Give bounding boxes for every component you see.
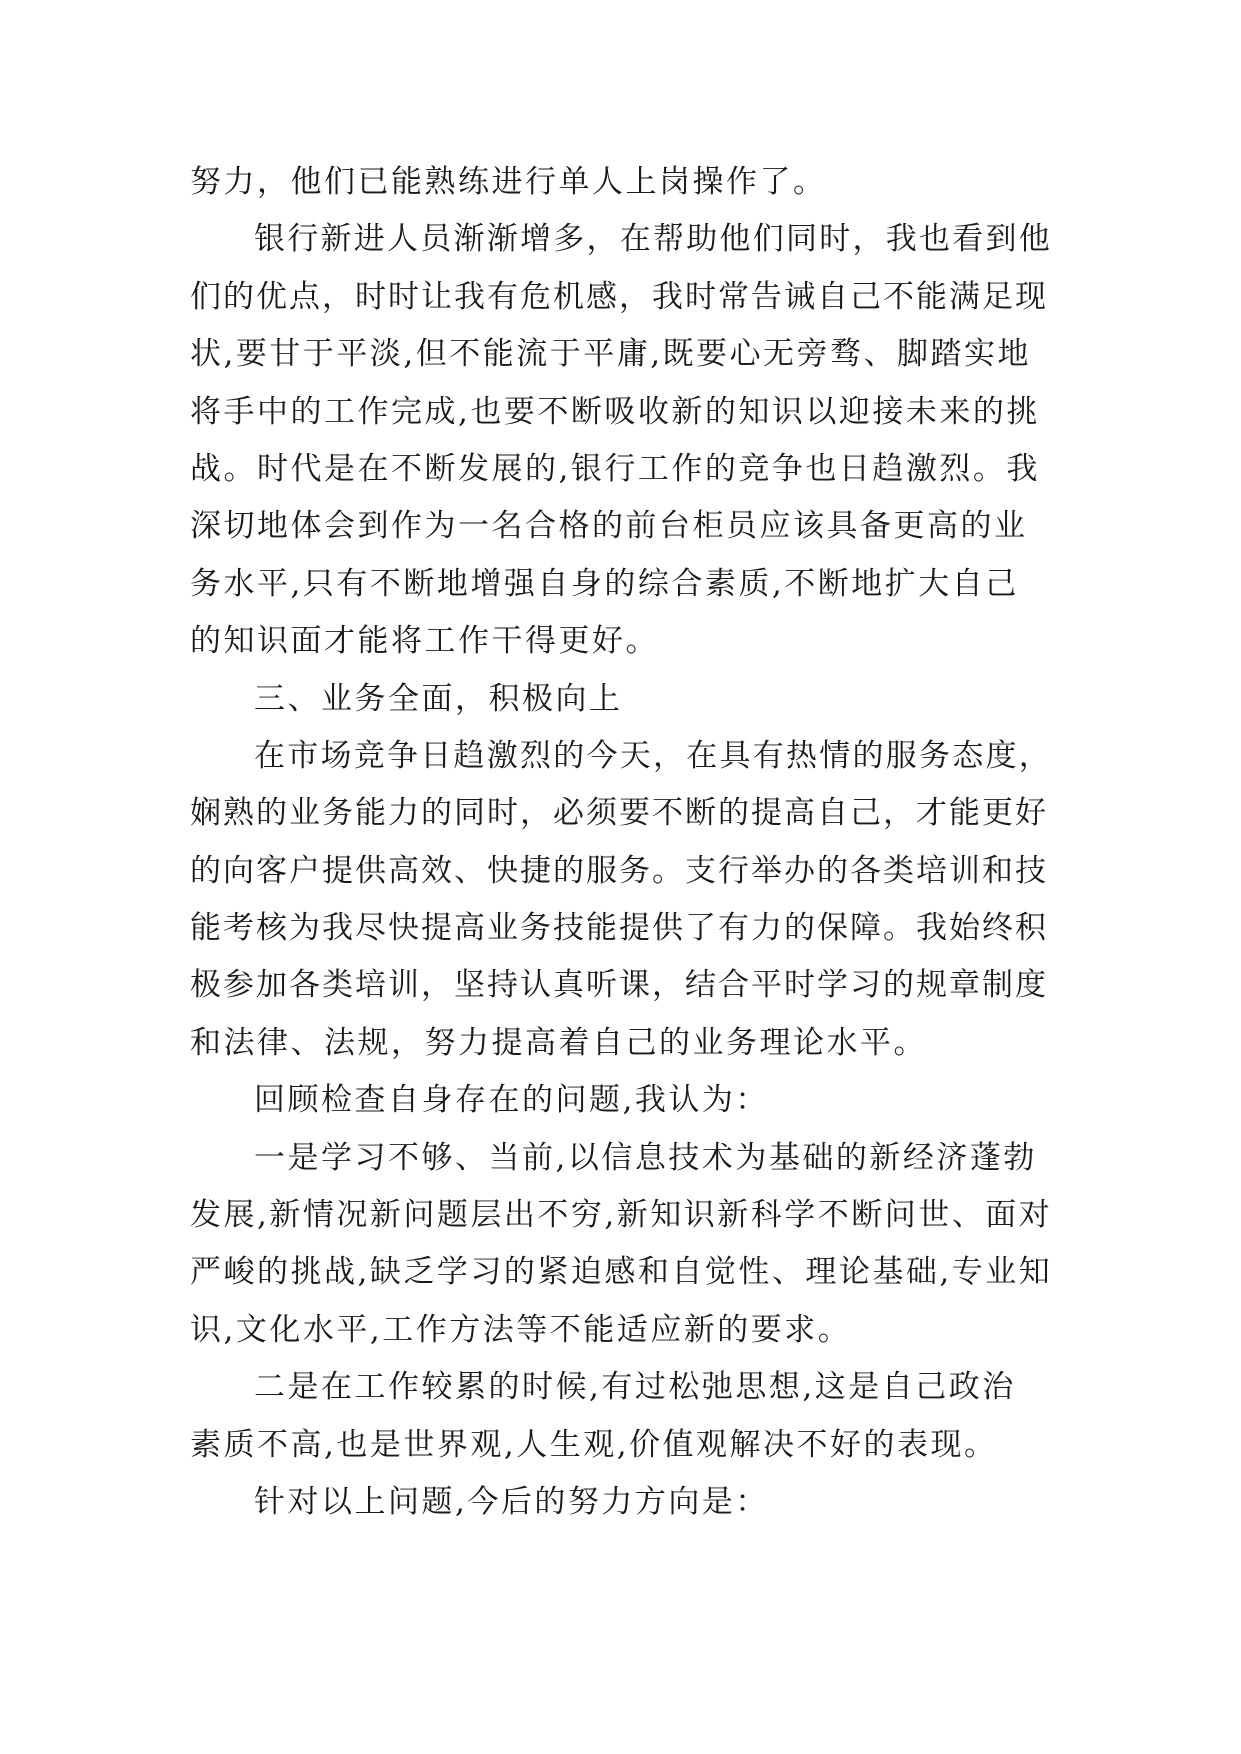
text-line: 将手中的工作完成,也要不断吸收新的知识以迎接未来的挑 bbox=[190, 393, 1040, 430]
text-line: 战。时代是在不断发展的,银行工作的竞争也日趋激烈。我 bbox=[190, 450, 1040, 487]
text-line: 努力，他们已能熟练进行单人上岗操作了。 bbox=[190, 164, 827, 200]
text-line: 发展,新情况新问题层出不穷,新知识新科学不断问世、面对 bbox=[190, 1197, 1053, 1234]
text-line: 务水平,只有不断地增强自身的综合素质,不断地扩大自己 bbox=[190, 565, 1019, 602]
text-line: 一是学习不够、当前,以信息技术为基础的新经济蓬勃 bbox=[254, 1139, 1037, 1176]
text-line: 银行新进人员渐渐增多，在帮助他们同时，我也看到他 bbox=[254, 221, 1052, 258]
text-line: 二是在工作较累的时候,有过松弛思想,这是自己政治 bbox=[254, 1369, 1016, 1406]
text-line: 识,文化水平,工作方法等不能适应新的要求。 bbox=[190, 1311, 852, 1348]
text-line: 在市场竞争日趋激烈的今天，在具有热情的服务态度， bbox=[254, 737, 1052, 774]
text-line: 状,要甘于平淡,但不能流于平庸,既要心无旁骛、脚踏实地 bbox=[190, 336, 1032, 373]
text-line: 素质不高,也是世界观,人生观,价值观解决不好的表现。 bbox=[190, 1426, 998, 1463]
text-line: 能考核为我尽快提高业务技能提供了有力的保障。我始终积 bbox=[190, 910, 1048, 947]
text-line: 们的优点，时时让我有危机感，我时常告诫自己不能满足现 bbox=[190, 278, 1048, 315]
text-line: 和法律、法规，努力提高着自己的业务理论水平。 bbox=[190, 1024, 927, 1061]
text-line: 的知识面才能将工作干得更好。 bbox=[190, 623, 659, 660]
document-body bbox=[190, 154, 1052, 1531]
text-line: 严峻的挑战,缺乏学习的紧迫感和自觉性、理论基础,专业知 bbox=[190, 1254, 1053, 1291]
text-line: 三、业务全面，积极向上 bbox=[254, 680, 623, 717]
text-line: 回顾检查自身存在的问题,我认为： bbox=[254, 1082, 769, 1119]
text-line: 的向客户提供高效、快捷的服务。支行举办的各类培训和技 bbox=[190, 852, 1048, 889]
text-line: 针对以上问题,今后的努力方向是： bbox=[254, 1483, 769, 1520]
text-line: 深切地体会到作为一名合格的前台柜员应该具备更高的业 bbox=[190, 508, 1028, 545]
text-line: 极参加各类培训，坚持认真听课，结合平时学习的规章制度 bbox=[190, 967, 1048, 1004]
text-line: 娴熟的业务能力的同时，必须要不断的提高自己，才能更好 bbox=[190, 795, 1048, 832]
